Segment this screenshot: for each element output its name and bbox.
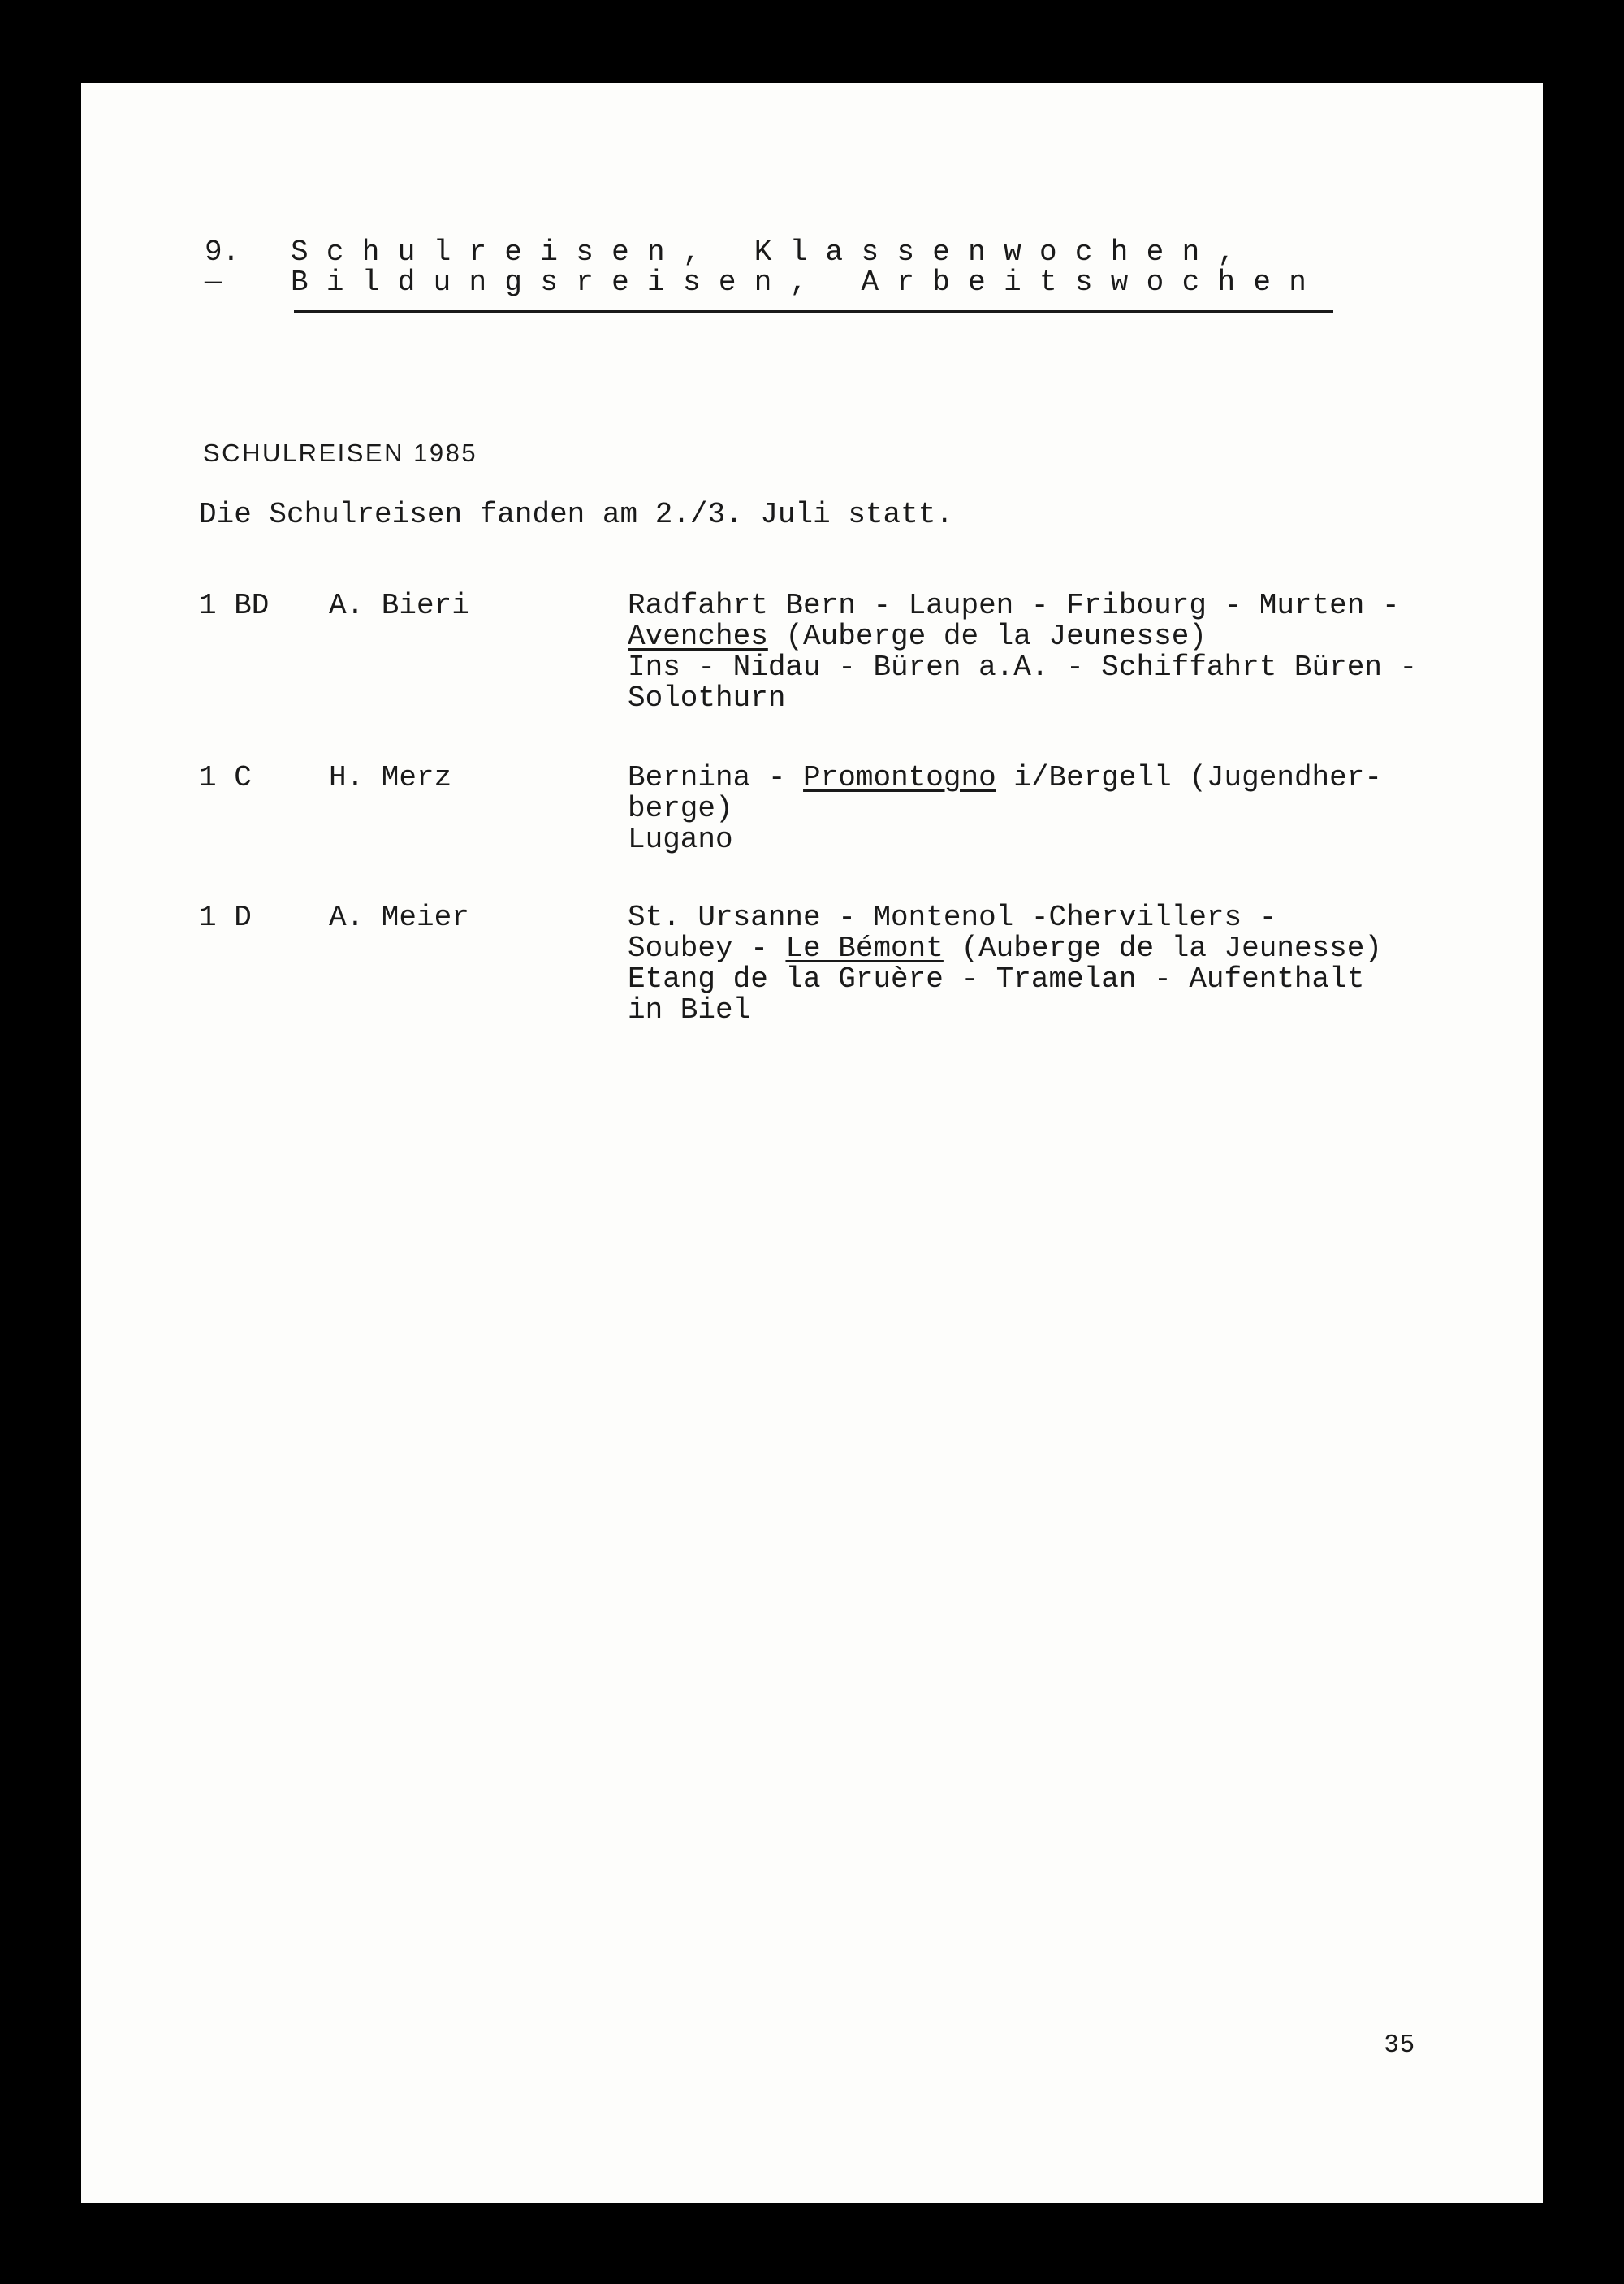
trip-route-line: Ins - Nidau - Büren a.A. - Schiffahrt Büren - (628, 651, 1418, 684)
intro-text: Die Schulreisen fanden am 2./3. Juli statt. (199, 498, 953, 531)
trip-teacher: H. Merz (329, 761, 452, 794)
trip-route-line: Soubey - Le Bémont (Auberge de la Jeunesse) (628, 932, 1382, 965)
trip-class: 1 BD (199, 589, 270, 622)
page-number: 35 (1384, 2029, 1416, 2057)
heading-dash: — (205, 266, 222, 299)
trip-route-line: Lugano (628, 823, 733, 856)
heading-title-line2: Bildungsreisen, Arbeitswochen (291, 266, 1325, 299)
trip-route-line: Etang de la Gruère - Tramelan - Aufenthalt (628, 962, 1365, 996)
document-page (81, 83, 1543, 2203)
heading-underline (294, 310, 1333, 313)
trip-route-line: Bernina - Promontogno i/Bergell (Jugendher- (628, 761, 1382, 794)
section-title: SCHULREISEN 1985 (203, 439, 478, 467)
destination-underlined: Le Bémont (785, 932, 944, 965)
heading-number: 9. (205, 236, 240, 269)
trip-route-line: Solothurn (628, 681, 786, 715)
trip-route-line: St. Ursanne - Montenol -Chervillers - (628, 901, 1277, 934)
heading-title-line1: Schulreisen, Klassenwochen, (291, 236, 1254, 269)
trip-route-line: in Biel (628, 993, 751, 1027)
destination-underlined: Promontogno (803, 761, 996, 794)
trip-class: 1 C (199, 761, 252, 794)
trip-route-line: Radfahrt Bern - Laupen - Fribourg - Murten - (628, 589, 1400, 622)
destination-underlined: Avenches (628, 620, 768, 653)
trip-teacher: A. Bieri (329, 589, 469, 622)
trip-teacher: A. Meier (329, 901, 469, 934)
trip-route-line: berge) (628, 792, 733, 825)
trip-class: 1 D (199, 901, 252, 934)
trip-route-line: Avenches (Auberge de la Jeunesse) (628, 620, 1207, 653)
